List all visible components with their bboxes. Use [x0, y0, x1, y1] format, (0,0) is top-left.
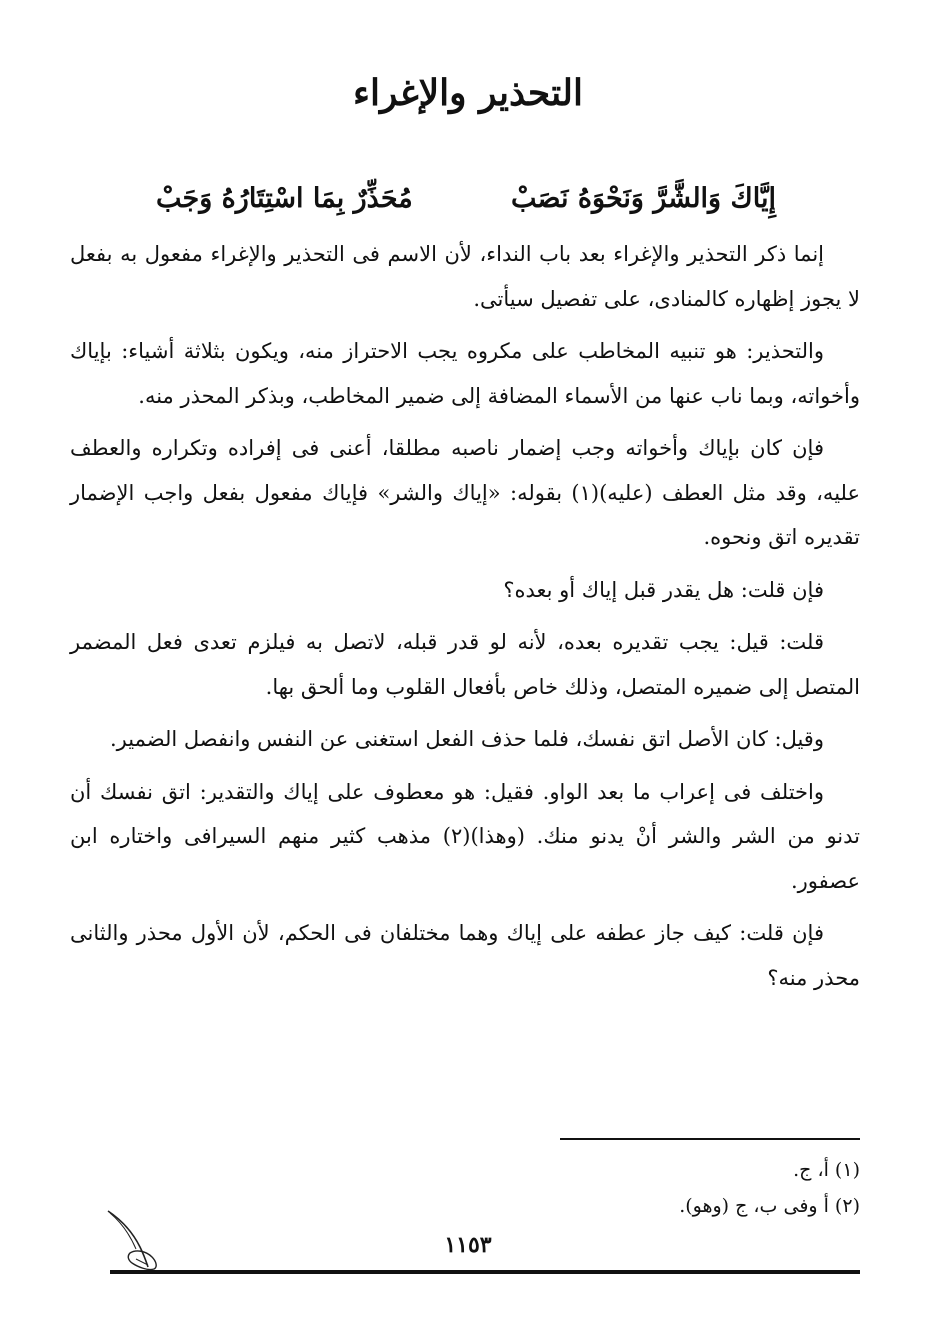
- paragraph: فإن قلت: كيف جاز عطفه على إياك وهما مختلفان فى الحكم، لأن الأول محذر والثانى محذر منه؟: [70, 921, 860, 990]
- page-number: ١١٥٣: [444, 1232, 492, 1258]
- footnotes: [460, 1152, 860, 1224]
- paragraph: وقيل: كان الأصل اتق نفسك، فلما حذف الفعل استغنى عن النفس وانفصل الضمير.: [110, 727, 824, 751]
- verse-first-hemistich: إِيَّاكَ وَالشَّرَّ وَنَحْوَهُ نَصَبْ: [511, 182, 776, 214]
- paragraph: واختلف فى إعراب ما بعد الواو. فقيل: هو معطوف على إياك والتقدير: اتق نفسك أن تدنو من الشر والشر أنْ يدنو منك. (وهذا)(٢) مذهب كثير منهم السيرافى واختاره ابن عصفور.: [70, 779, 861, 893]
- paragraph: قلت: قيل: يجب تقديره بعده، لأنه لو قدر قبله، لاتصل به فيلزم تعدى فعل المضمر المتصل إلى ضميره المتصل، وذلك خاص بأفعال القلوب وما ألحق بها.: [70, 630, 860, 699]
- paragraph: والتحذير: هو تنبيه المخاطب على مكروه يجب الاحتراز منه، ويكون بثلاثة أشياء: بإياك وأخواته، وبما ناب عنها من الأسماء المضافة إلى ضمير المخاطب، وبذكر المحذر منه.: [70, 339, 860, 408]
- footnote: (١) أ، ج.: [793, 1159, 860, 1181]
- bottom-rule: [110, 1270, 860, 1274]
- body-text: [70, 232, 860, 1008]
- paragraph: فإن قلت: هل يقدر قبل إياك أو بعده؟: [503, 577, 824, 602]
- paragraph: فإن كان بإياك وأخواته وجب إضمار ناصبه مطلقا، أعنى فى إفراده وتكراره والعطف عليه، وقد مثل العطف (عليه)(١) بقوله: «إياك والشر» فإياك مفعول بفعل واجب الإضمار تقديره اتق ونحوه.: [70, 436, 861, 549]
- page-title: التحذير والإغراء: [353, 72, 583, 114]
- footnote-separator: [560, 1138, 860, 1140]
- poem-verse: [156, 168, 776, 228]
- paragraph: إنما ذكر التحذير والإغراء بعد باب النداء، لأن الاسم فى التحذير والإغراء مفعول به بفعل لا يجوز إظهاره كالمنادى، على تفصيل سيأتى.: [70, 242, 860, 311]
- quill-pen-icon: [100, 1205, 170, 1275]
- verse-second-hemistich: مُحَذِّرٌ بِمَا اسْتِتَارُهُ وَجَبْ: [156, 182, 413, 214]
- footnote: (٢) أ وفى ب، ج (وهو).: [679, 1195, 860, 1217]
